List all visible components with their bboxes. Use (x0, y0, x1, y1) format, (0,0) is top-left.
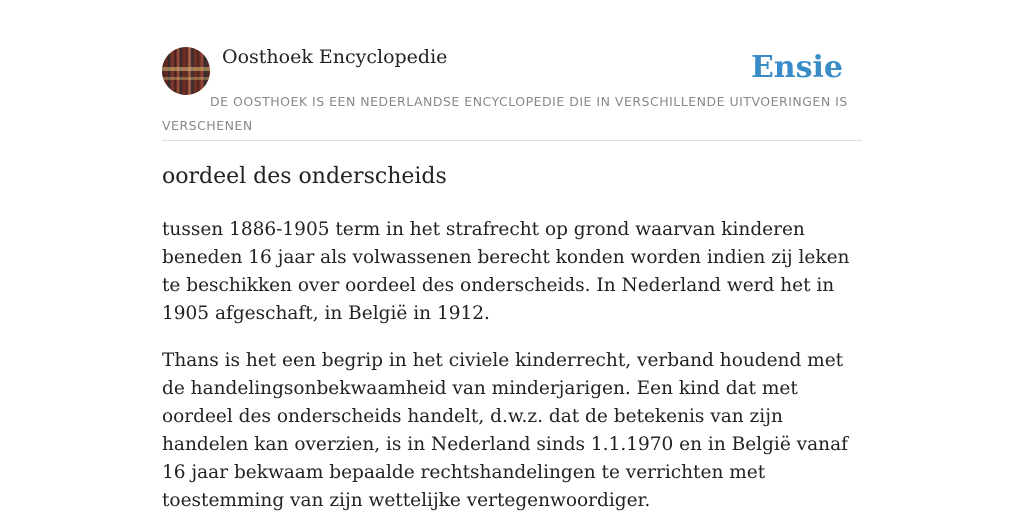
site-tagline: DE OOSTHOEK IS EEN NEDERLANDSE ENCYCLOPEDIE DIE IN VERSCHILLENDE UITVOERINGEN IS VERSCHENEN (162, 94, 848, 133)
entry-paragraph-1: tussen 1886-1905 term in het strafrecht op grond waarvan kinderen beneden 16 jaar als volwassenen berecht konden worden indien zij leken te beschikken over oordeel des onderscheids. In Nederland werd het in 1905 afgeschaft, in België in 1912. (162, 219, 850, 324)
entry-paragraph-2: Thans is het een begrip in het civiele kinderrecht, verband houdend met de handelingsonbekwaamheid van minderjarigen. Een kind dat met oordeel des onderscheids handelt, d.w.z. dat de betekenis van zijn handelen kan overzien, is in Nederland sinds 1.1.1970 en in België vanaf 16 jaar bekwaam bepaalde rechtshandelingen te verrichten met toestemming van zijn wettelijke vertegenwoordiger. (162, 350, 848, 511)
page-container (162, 0, 862, 511)
site-title[interactable]: Oosthoek Encyclopedie (222, 46, 448, 68)
encyclopedia-avatar-icon[interactable] (162, 47, 210, 95)
site-header (162, 0, 862, 141)
brand-logo-link[interactable]: Ensie (750, 50, 843, 85)
entry-title: oordeel des onderscheids (162, 164, 447, 189)
